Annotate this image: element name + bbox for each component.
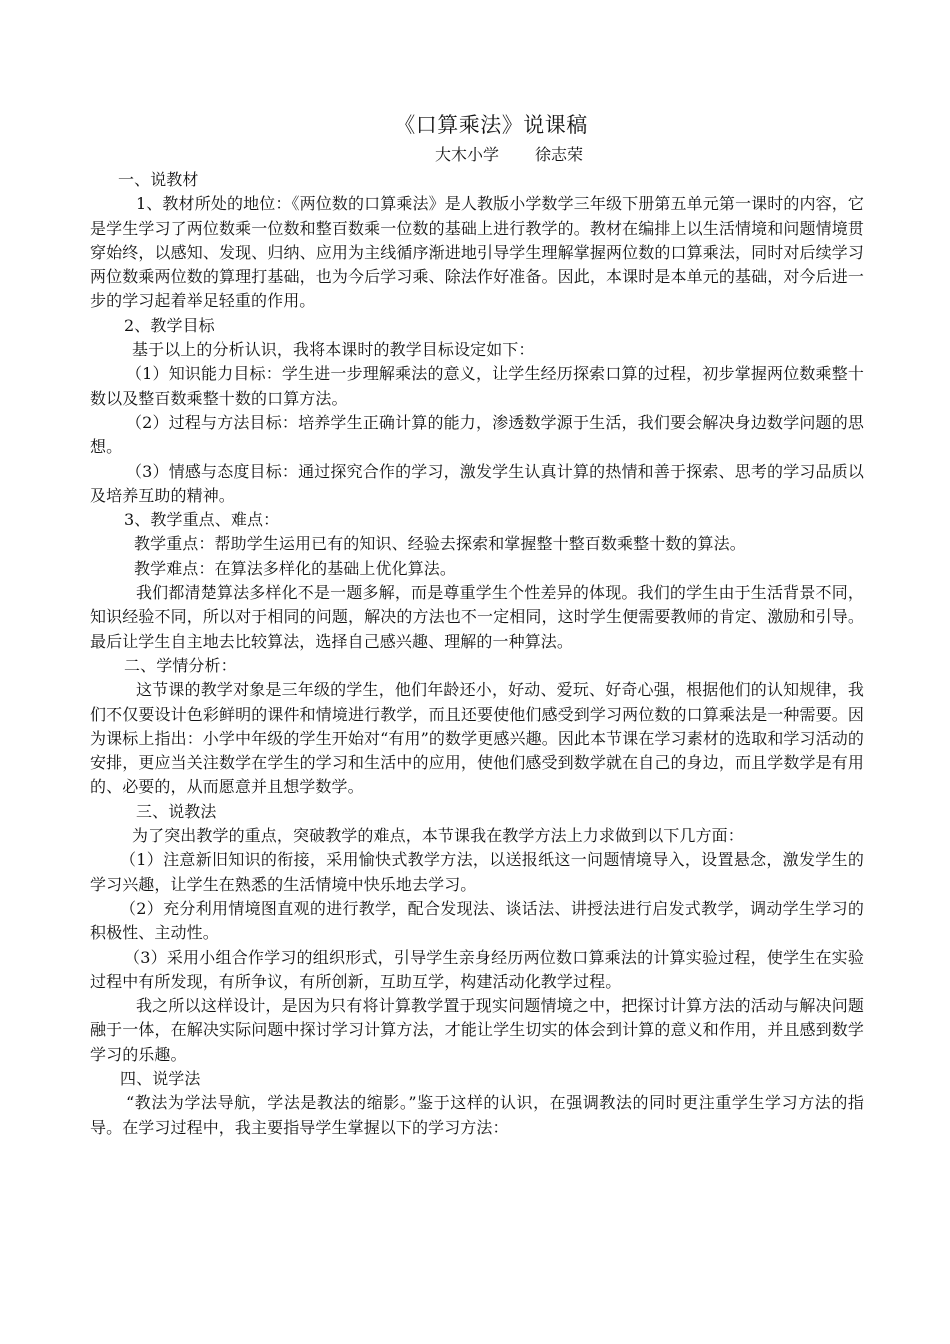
paragraph: 我们都清楚算法多样化不是一题多解，而是尊重学生个性差异的体现。我们的学生由于生活背景不同，知识经验不同，所以对于相同的问题，解决的方法也不一定相同，这时学生便需要教师的肯定、激励和引导。最后让学生自主地去比较算法，选择自己感兴趣、理解的一种算法。 — [90, 583, 864, 651]
byline — [154, 142, 864, 168]
paragraph: 2、教学目标 — [124, 315, 215, 335]
paragraph: 我之所以这样设计，是因为只有将计算教学置于现实问题情境之中，把探讨计算方法的活动与解决问题融于一体，在解决实际问题中探讨学习计算方法，才能让学生切实的体会到计算的意义和作用，并且感到数学学习的乐趣。 — [90, 996, 864, 1064]
paragraph: 3、教学重点、难点： — [124, 510, 280, 530]
paragraph: （3）采用小组合作学习的组织形式，引导学生亲身经历两位数口算乘法的计算实验过程，使学生在实验过程中有所发现，有所争议，有所创新，互助互学，构建活动化教学过程。 — [90, 947, 864, 991]
paragraph: （2）过程与方法目标：培养学生正确计算的能力，渗透数学源于生活，我们要会解决身边数学问题的思想。 — [90, 412, 864, 457]
paragraph: 基于以上的分析认识，我将本课时的教学目标设定如下： — [132, 340, 535, 360]
paragraph: （1）知识能力目标：学生进一步理解乘法的意义，让学生经历探索口算的过程，初步掌握两位数乘整十数以及整百数乘整十数的口算方法。 — [90, 364, 864, 408]
paragraph: （1）注意新旧知识的衔接，采用愉快式教学方法，以送报纸这一问题情境导入，设置悬念，激发学生的学习兴趣，让学生在熟悉的生活情境中快乐地去学习。 — [90, 850, 864, 894]
paragraph: 为了突出教学的重点，突破教学的难点，本节课我在教学方法上力求做到以下几方面： — [132, 826, 744, 846]
paragraph: 三、说教法 — [136, 801, 217, 821]
document-title: 《口算乘法》说课稿 — [394, 113, 588, 137]
paragraph: 教学重点：帮助学生运用已有的知识、经验去探索和掌握整十整百数乘整十数的算法。 — [134, 534, 746, 554]
paragraph: 一、说教材 — [118, 170, 199, 189]
document-page — [90, 108, 864, 1140]
paragraph: “教法为学法导航，学法是教法的缩影。”鉴于这样的认识，在强调教法的同时更注重学生学习方法的指导。在学习过程中，我主要指导学生掌握以下的学习方法： — [90, 1093, 864, 1137]
author-name: 徐志荣 — [535, 145, 584, 164]
school-name: 大木小学 — [434, 145, 499, 164]
paragraph: 二、学情分析： — [124, 655, 237, 675]
document-body — [90, 168, 864, 1140]
paragraph: （3）情感与态度目标：通过探究合作的学习，激发学生认真计算的热情和善于探索、思考的学习品质以及培养互助的精神。 — [90, 461, 864, 505]
paragraph: 四、说学法 — [120, 1068, 201, 1088]
paragraph: （2）充分利用情境图直观的进行教学，配合发现法、谈话法、讲授法进行启发式教学，调动学生学习的积极性、主动性。 — [90, 898, 864, 943]
paragraph: 1、教材所处的地位：《两位数的口算乘法》是人教版小学数学三年级下册第五单元第一课时的内容，它是学生学习了两位数乘一位数和整百数乘一位数的基础上进行教学的。教材在编排上以生活情境和问题情境贯穿始终，以感知、发现、归纳、应用为主线循序渐进地引导学生理解掌握两位数的口算乘法，同时对后续学习两位数乘两位数的算理打基础，也为今后学习乘、除法作好准备。因此，本课时是本单元的基础，对今后进一步的学习起着举足轻重的作用。 — [90, 194, 864, 311]
paragraph: 这节课的教学对象是三年级的学生，他们年龄还小，好动、爱玩、好奇心强，根据他们的认知规律，我们不仅要设计色彩鲜明的课件和情境进行教学，而且还要使他们感受到学习两位数的口算乘法是一种需要。因为课标上指出：小学中年级的学生开始对“有用”的数学更感兴趣。因此本节课在学习素材的选取和学习活动的安排，更应当关注数学在学生的学习和生活中的应用，使他们感受到数学就在自己的身边，而且学数学是有用的、必要的，从而愿意并且想学数学。 — [90, 680, 864, 797]
paragraph: 教学难点：在算法多样化的基础上优化算法。 — [134, 558, 457, 578]
